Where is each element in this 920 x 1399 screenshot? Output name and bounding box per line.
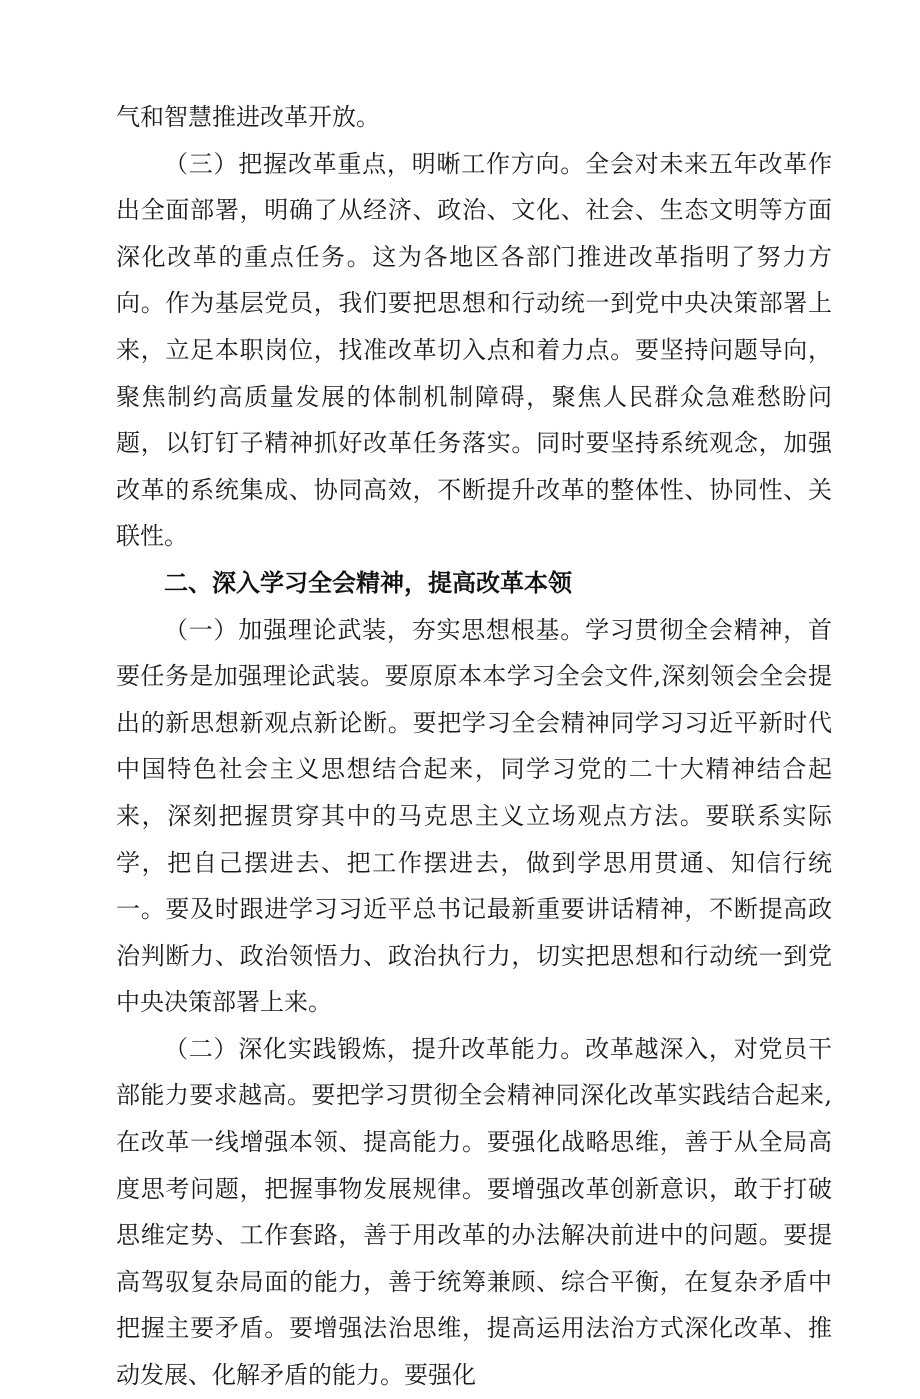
paragraph-continuation: 气和智慧推进改革开放。 <box>116 103 380 131</box>
paragraph-section-three: （三）把握改革重点，明晰工作方向。全会对未来五年改革作出全面部署，明确了从经济、政治、文化、社会、生态文明等方面深化改革的重点任务。这为各地区各部门推进改革指明了努力方向。作为基层党员，我们要把思想和行动统一到党中央决策部署上来，立足本职岗位，找准改革切入点和着力点。要坚持问题导向，聚焦制约高质量发展的体制机制障碍，聚焦人民群众急难愁盼问题，以钉钉子精神抓好改革任务落实。同时要坚持系统观念，加强改革的系统集成、协同高效，不断提升改革的整体性、协同性、关联性。 <box>116 149 832 551</box>
document-body <box>116 94 832 1399</box>
paragraph-section-two: （二）深化实践锻炼，提升改革能力。改革越深入，对党员干部能力要求越高。要把学习贯彻全会精神同深化改革实践结合起来,在改革一线增强本领、提高能力。要强化战略思维，善于从全局高度思考问题，把握事物发展规律。要增强改革创新意识，敢于打破思维定势、工作套路，善于用改革的办法解决前进中的问题。要提高驾驭复杂局面的能力，善于统筹兼顾、综合平衡，在复杂矛盾中把握主要矛盾。要增强法治思维，提高运用法治方式深化改革、推动发展、化解矛盾的能力。要强化 <box>116 1034 832 1390</box>
paragraph-section-one: （一）加强理论武装，夯实思想根基。学习贯彻全会精神，首要任务是加强理论武装。要原原本本学习全会文件,深刻领会全会提出的新思想新观点新论断。要把学习全会精神同学习习近平新时代中国特色社会主义思想结合起来，同学习党的二十大精神结合起来，深刻把握贯穿其中的马克思主义立场观点方法。要联系实际学，把自己摆进去、把工作摆进去，做到学思用贯通、知信行统一。要及时跟进学习习近平总书记最新重要讲话精神，不断提高政治判断力、政治领悟力、政治执行力，切实把思想和行动统一到党中央决策部署上来。 <box>116 615 832 1017</box>
section-heading: 二、深入学习全会精神，提高改革本领 <box>164 568 572 597</box>
